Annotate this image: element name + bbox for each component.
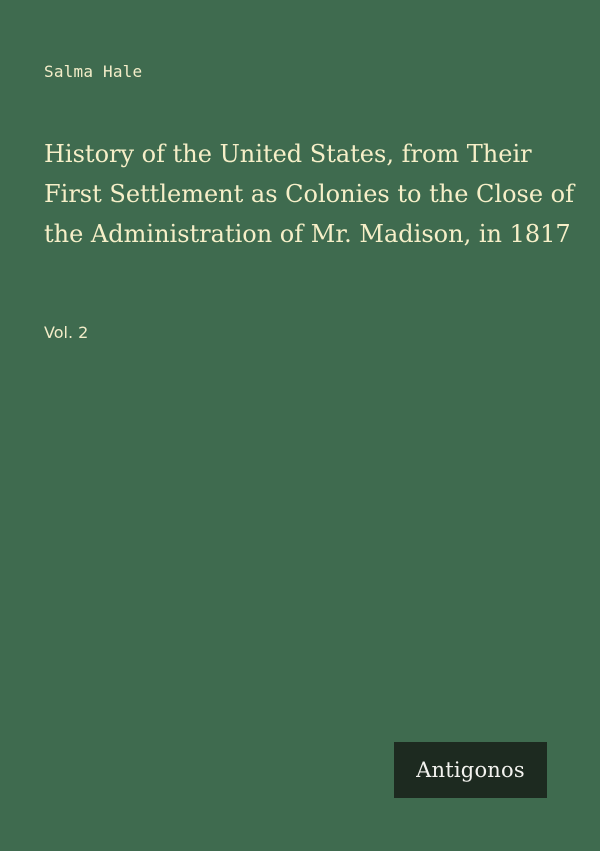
publisher-badge xyxy=(394,742,547,798)
publisher-name: Antigonos xyxy=(416,757,525,782)
author-name: Salma Hale xyxy=(44,62,143,81)
volume-label: Vol. 2 xyxy=(44,323,89,342)
book-title: History of the United States, from Their First Settlement as Colonies to the Close of the Administration of Mr. Madison, in 1817 xyxy=(44,140,574,248)
